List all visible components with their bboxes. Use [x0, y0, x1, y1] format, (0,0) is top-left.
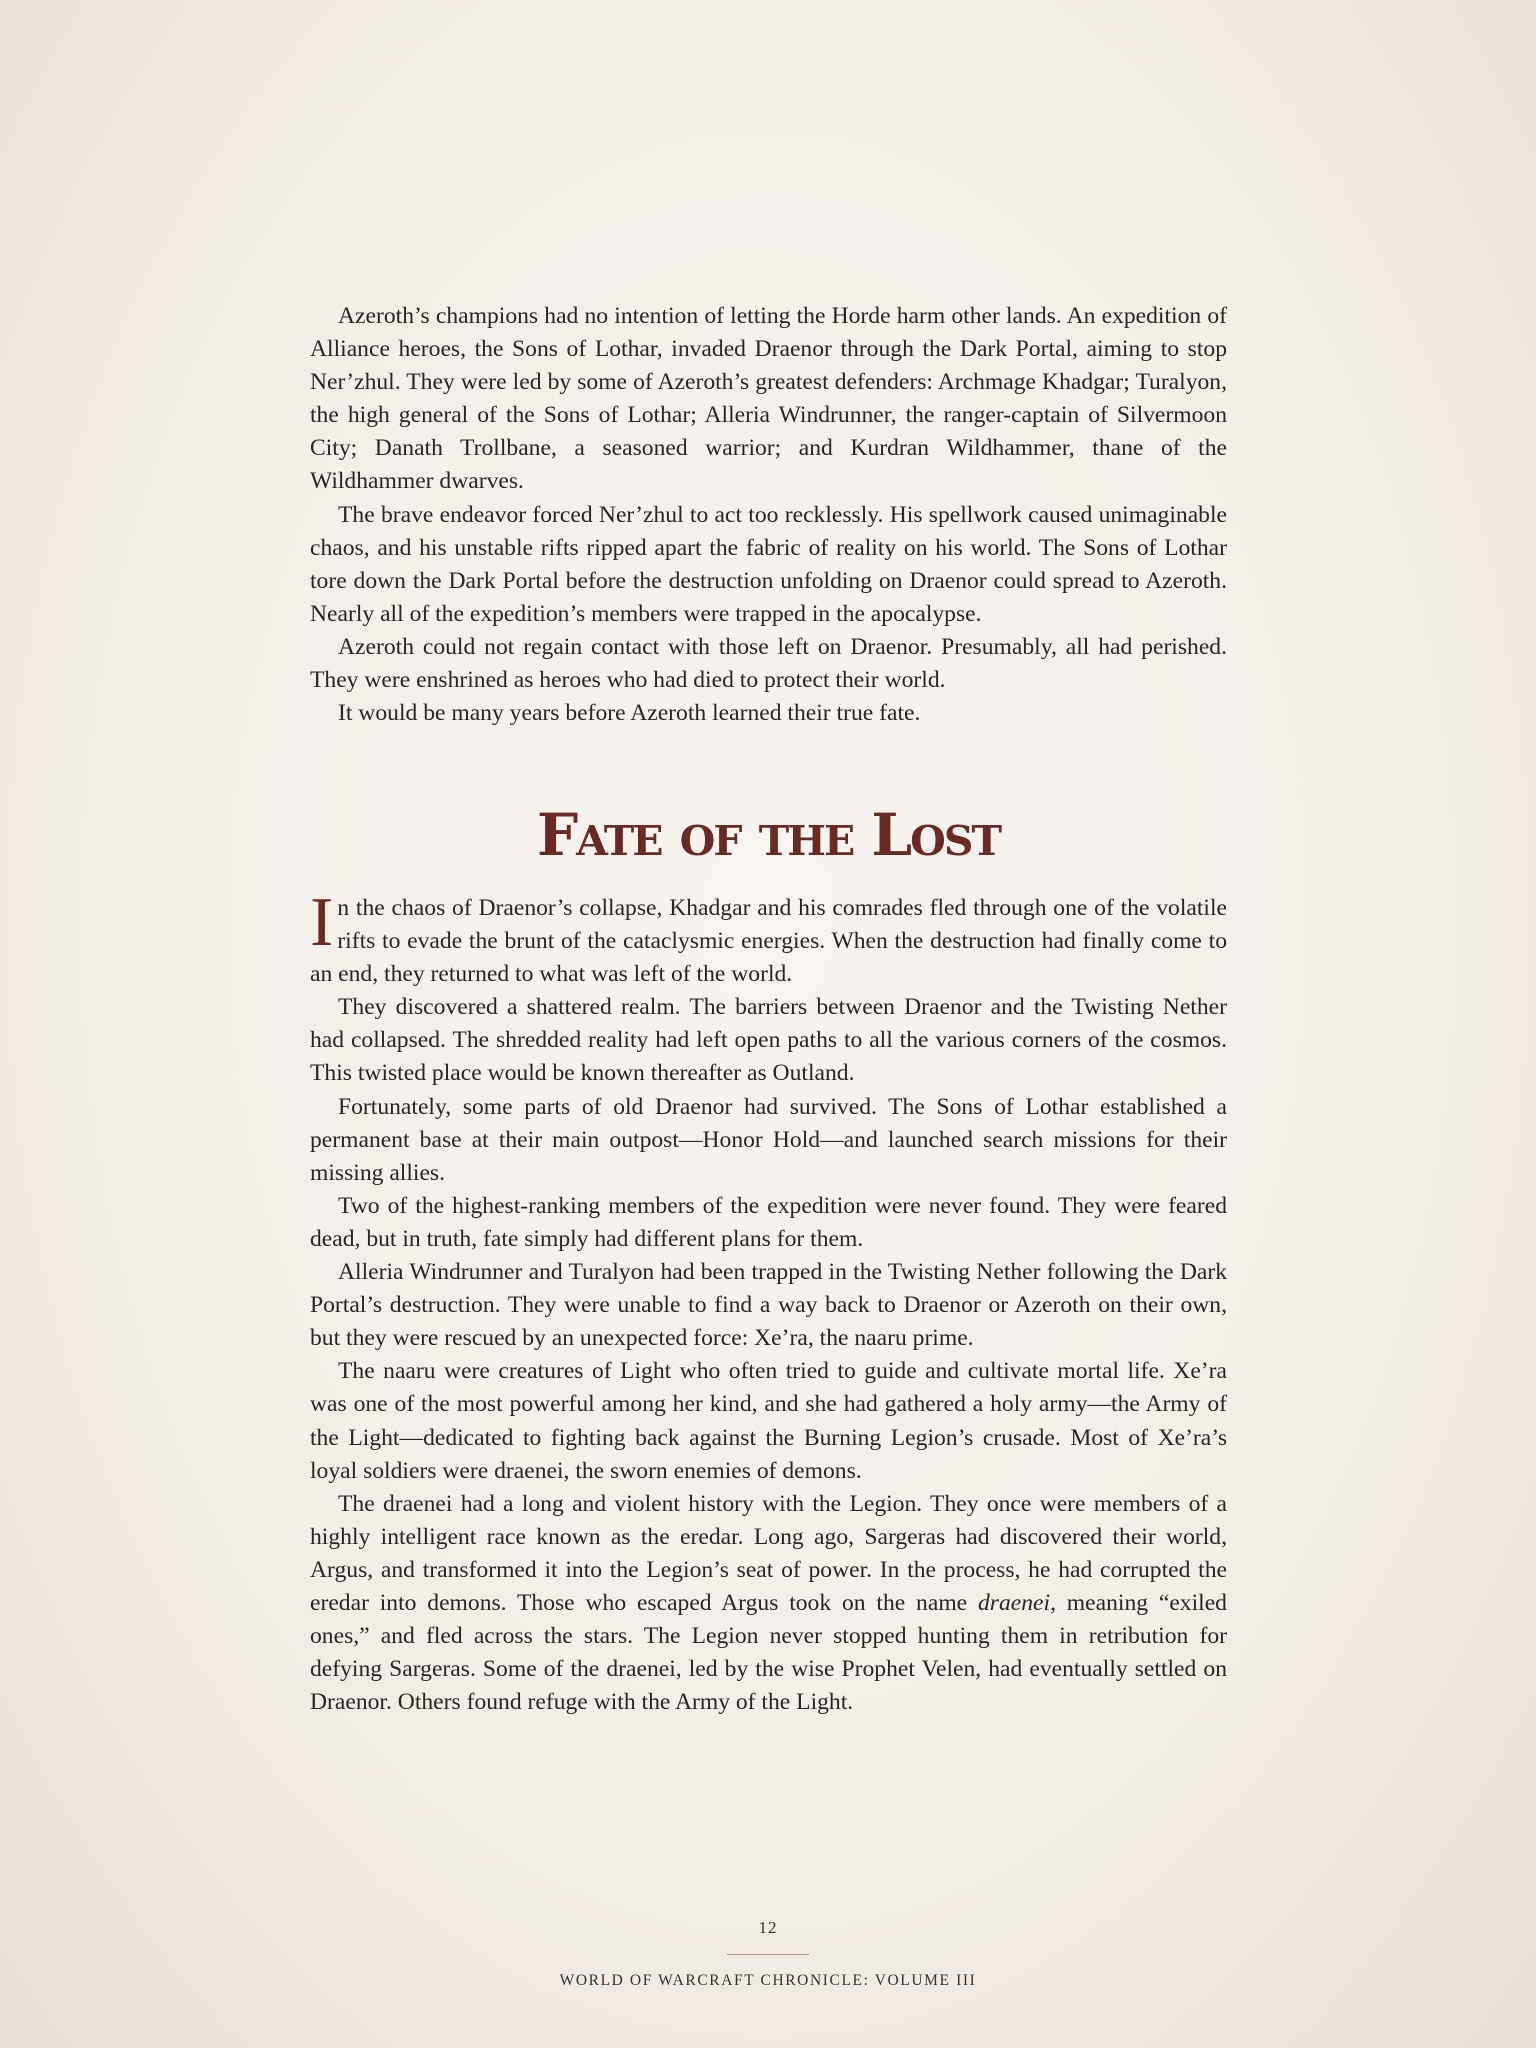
section-paragraph-7-part-2: , meaning “exiled ones,” and fled across the stars. The Legion never stopped hunting them in retribution for defying Sargeras. Some of the draenei, led by the wise Prophet Velen, had eventually settled on Draenor. Others found refuge with the Army of the Light. [310, 1589, 1227, 1716]
book-title-footer: WORLD OF WARCRAFT CHRONICLE: VOLUME III [559, 1972, 977, 1989]
section-paragraph-1 [310, 884, 1227, 991]
section-paragraph-4: Two of the highest-ranking members of the expedition were never found. They were feared dead, but in truth, fate simply had different plans for them. [310, 1192, 1227, 1252]
section-paragraph-7-part-1: The draenei had a long and violent history with the Legion. They once were members of a highly intelligent race known as the eredar. Long ago, Sargeras had discovered their world, Argus, and transformed it into the Legion’s seat of power. In the process, he had corrupted the eredar into demons. Those who escaped Argus took on the name [310, 1490, 1227, 1616]
intro-paragraph-4: It would be many years before Azeroth learned their true fate. [338, 700, 921, 727]
intro-paragraph-1: Azeroth’s champions had no intention of letting the Horde harm other lands. An expedition of Alliance heroes, the Sons of Lothar, invaded Draenor through the Dark Portal, aiming to stop Ner’zhul. They were led by some of Azeroth’s greatest defenders: Archmage Khadgar; Turalyon, the high general of the Sons of Lothar; Alleria Windrunner, the ranger-captain of Silvermoon City; Danath Trollbane, a seasoned warrior; and Kurdran Wildhammer, thane of the Wildhammer dwarves. [310, 303, 1227, 495]
page-number: 12 [758, 1918, 778, 1937]
section-text [310, 884, 1227, 1719]
section-paragraph-7 [310, 1488, 1227, 1720]
intro-paragraph-2: The brave endeavor forced Ner’zhul to act too recklessly. His spellwork caused unimaginable chaos, and his unstable rifts ripped apart the fabric of reality on his world. The Sons of Lothar tore down the Dark Portal before the destruction unfolding on Draenor could spread to Azeroth. Nearly all of the expedition’s members were trapped in the apocalypse. [310, 501, 1227, 627]
section-paragraph-6: The naaru were creatures of Light who often tried to guide and cultivate mortal life. Xe’ra was one of the most powerful among her kind, and she had gathered a holy army—the Army of the Light—dedicated to fighting back against the Burning Legion’s crusade. Most of Xe’ra’s loyal soldiers were draenei, the sworn enemies of demons. [310, 1358, 1227, 1484]
draenei-italic: draenei [977, 1589, 1051, 1616]
section-paragraph-1-text: n the chaos of Draenor’s collapse, Khadgar and his comrades fled through one of the volatile rifts to evade the brunt of the cataclysmic energies. When the destruction had finally come to an end, they returned to what was left of the world. [310, 895, 1227, 988]
footer-divider [727, 1954, 809, 1955]
intro-paragraph-3: Azeroth could not regain contact with those left on Draenor. Presumably, all had perished. They were enshrined as heroes who had died to protect their world. [310, 633, 1227, 694]
intro-text [310, 300, 1227, 730]
section-paragraph-2: They discovered a shattered realm. The barriers between Draenor and the Twisting Nether had collapsed. The shredded reality had left open paths to all the various corners of the cosmos. This twisted place would be known thereafter as Outland. [310, 994, 1227, 1087]
section-paragraph-5: Alleria Windrunner and Turalyon had been trapped in the Twisting Nether following the Dark Portal’s destruction. They were unable to find a way back to Draenor or Azeroth on their own, but they were rescued by an unexpected force: Xe’ra, the naaru prime. [310, 1259, 1227, 1352]
drop-cap: I [310, 884, 334, 961]
section-heading: Fate of the Lost [536, 801, 1001, 869]
section-paragraph-3: Fortunately, some parts of old Draenor had survived. The Sons of Lothar established a permanent base at their main outpost—Honor Hold—and launched search missions for their missing allies. [310, 1093, 1227, 1186]
